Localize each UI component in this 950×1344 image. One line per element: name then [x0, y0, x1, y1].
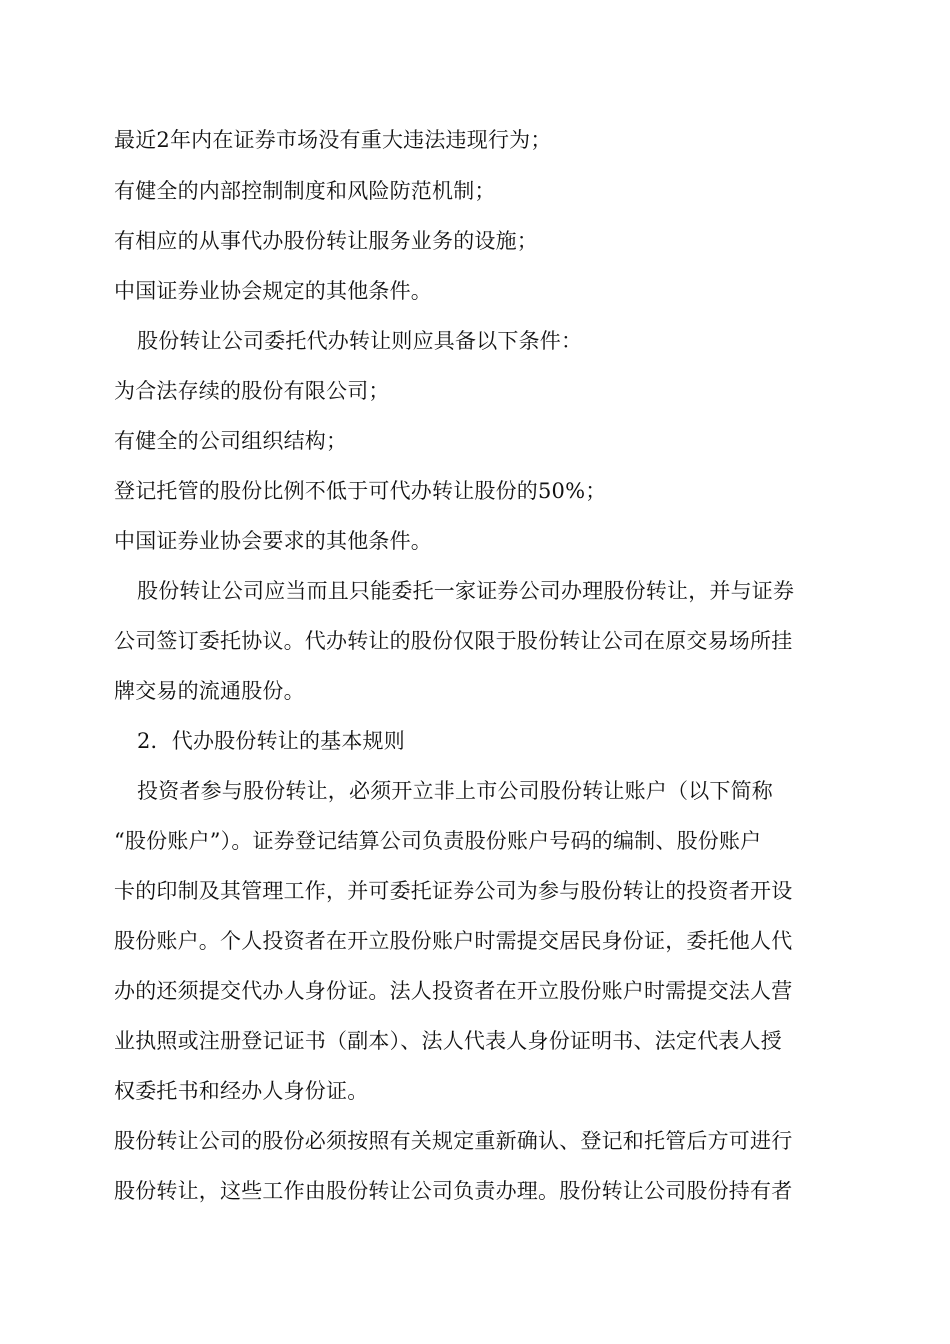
text-line-15: “股份账户”）。证券登记结算公司负责股份账户号码的编制、股份账户	[114, 829, 762, 853]
text-line-10: 股份转让公司应当而且只能委托一家证券公司办理股份转让，并与证券	[137, 579, 795, 603]
text-line-8: 登记托管的股份比例不低于可代办转让股份的50%；	[114, 479, 607, 503]
text-line-5: 股份转让公司委托代办转让则应具备以下条件：	[137, 329, 583, 353]
text-line-16: 卡的印制及其管理工作，并可委托证券公司为参与股份转让的投资者开设	[114, 879, 793, 903]
text-line-11: 公司签订委托协议。代办转让的股份仅限于股份转让公司在原交易场所挂	[114, 629, 793, 653]
text-line-18: 办的还须提交代办人身份证。法人投资者在开立股份账户时需提交法人营	[114, 979, 793, 1003]
text-line-4: 中国证券业协会规定的其他条件。	[114, 279, 432, 303]
text-line-12: 牌交易的流通股份。	[114, 679, 305, 703]
text-line-7: 有健全的公司组织结构；	[114, 429, 348, 453]
section-heading: 2．代办股份转让的基本规则	[137, 729, 405, 753]
text-line-14: 投资者参与股份转让，必须开立非上市公司股份转让账户（以下简称	[137, 779, 773, 803]
text-line-6: 为合法存续的股份有限公司；	[114, 379, 390, 403]
text-line-9: 中国证券业协会要求的其他条件。	[114, 529, 432, 553]
text-line-3: 有相应的从事代办股份转让服务业务的设施；	[114, 229, 538, 253]
text-line-19: 业执照或注册登记证书（副本）、法人代表人身份证明书、法定代表人授	[114, 1029, 782, 1053]
text-line-20: 权委托书和经办人身份证。	[114, 1079, 369, 1103]
text-line-2: 有健全的内部控制制度和风险防范机制；	[114, 179, 496, 203]
text-line-1: 最近2年内在证券市场没有重大违法违现行为；	[114, 128, 552, 152]
text-line-22: 股份转让，这些工作由股份转让公司负责办理。股份转让公司股份持有者	[114, 1179, 793, 1203]
text-line-17: 股份账户。个人投资者在开立股份账户时需提交居民身份证，委托他人代	[114, 929, 793, 953]
text-line-21: 股份转让公司的股份必须按照有关规定重新确认、登记和托管后方可进行	[114, 1129, 793, 1153]
